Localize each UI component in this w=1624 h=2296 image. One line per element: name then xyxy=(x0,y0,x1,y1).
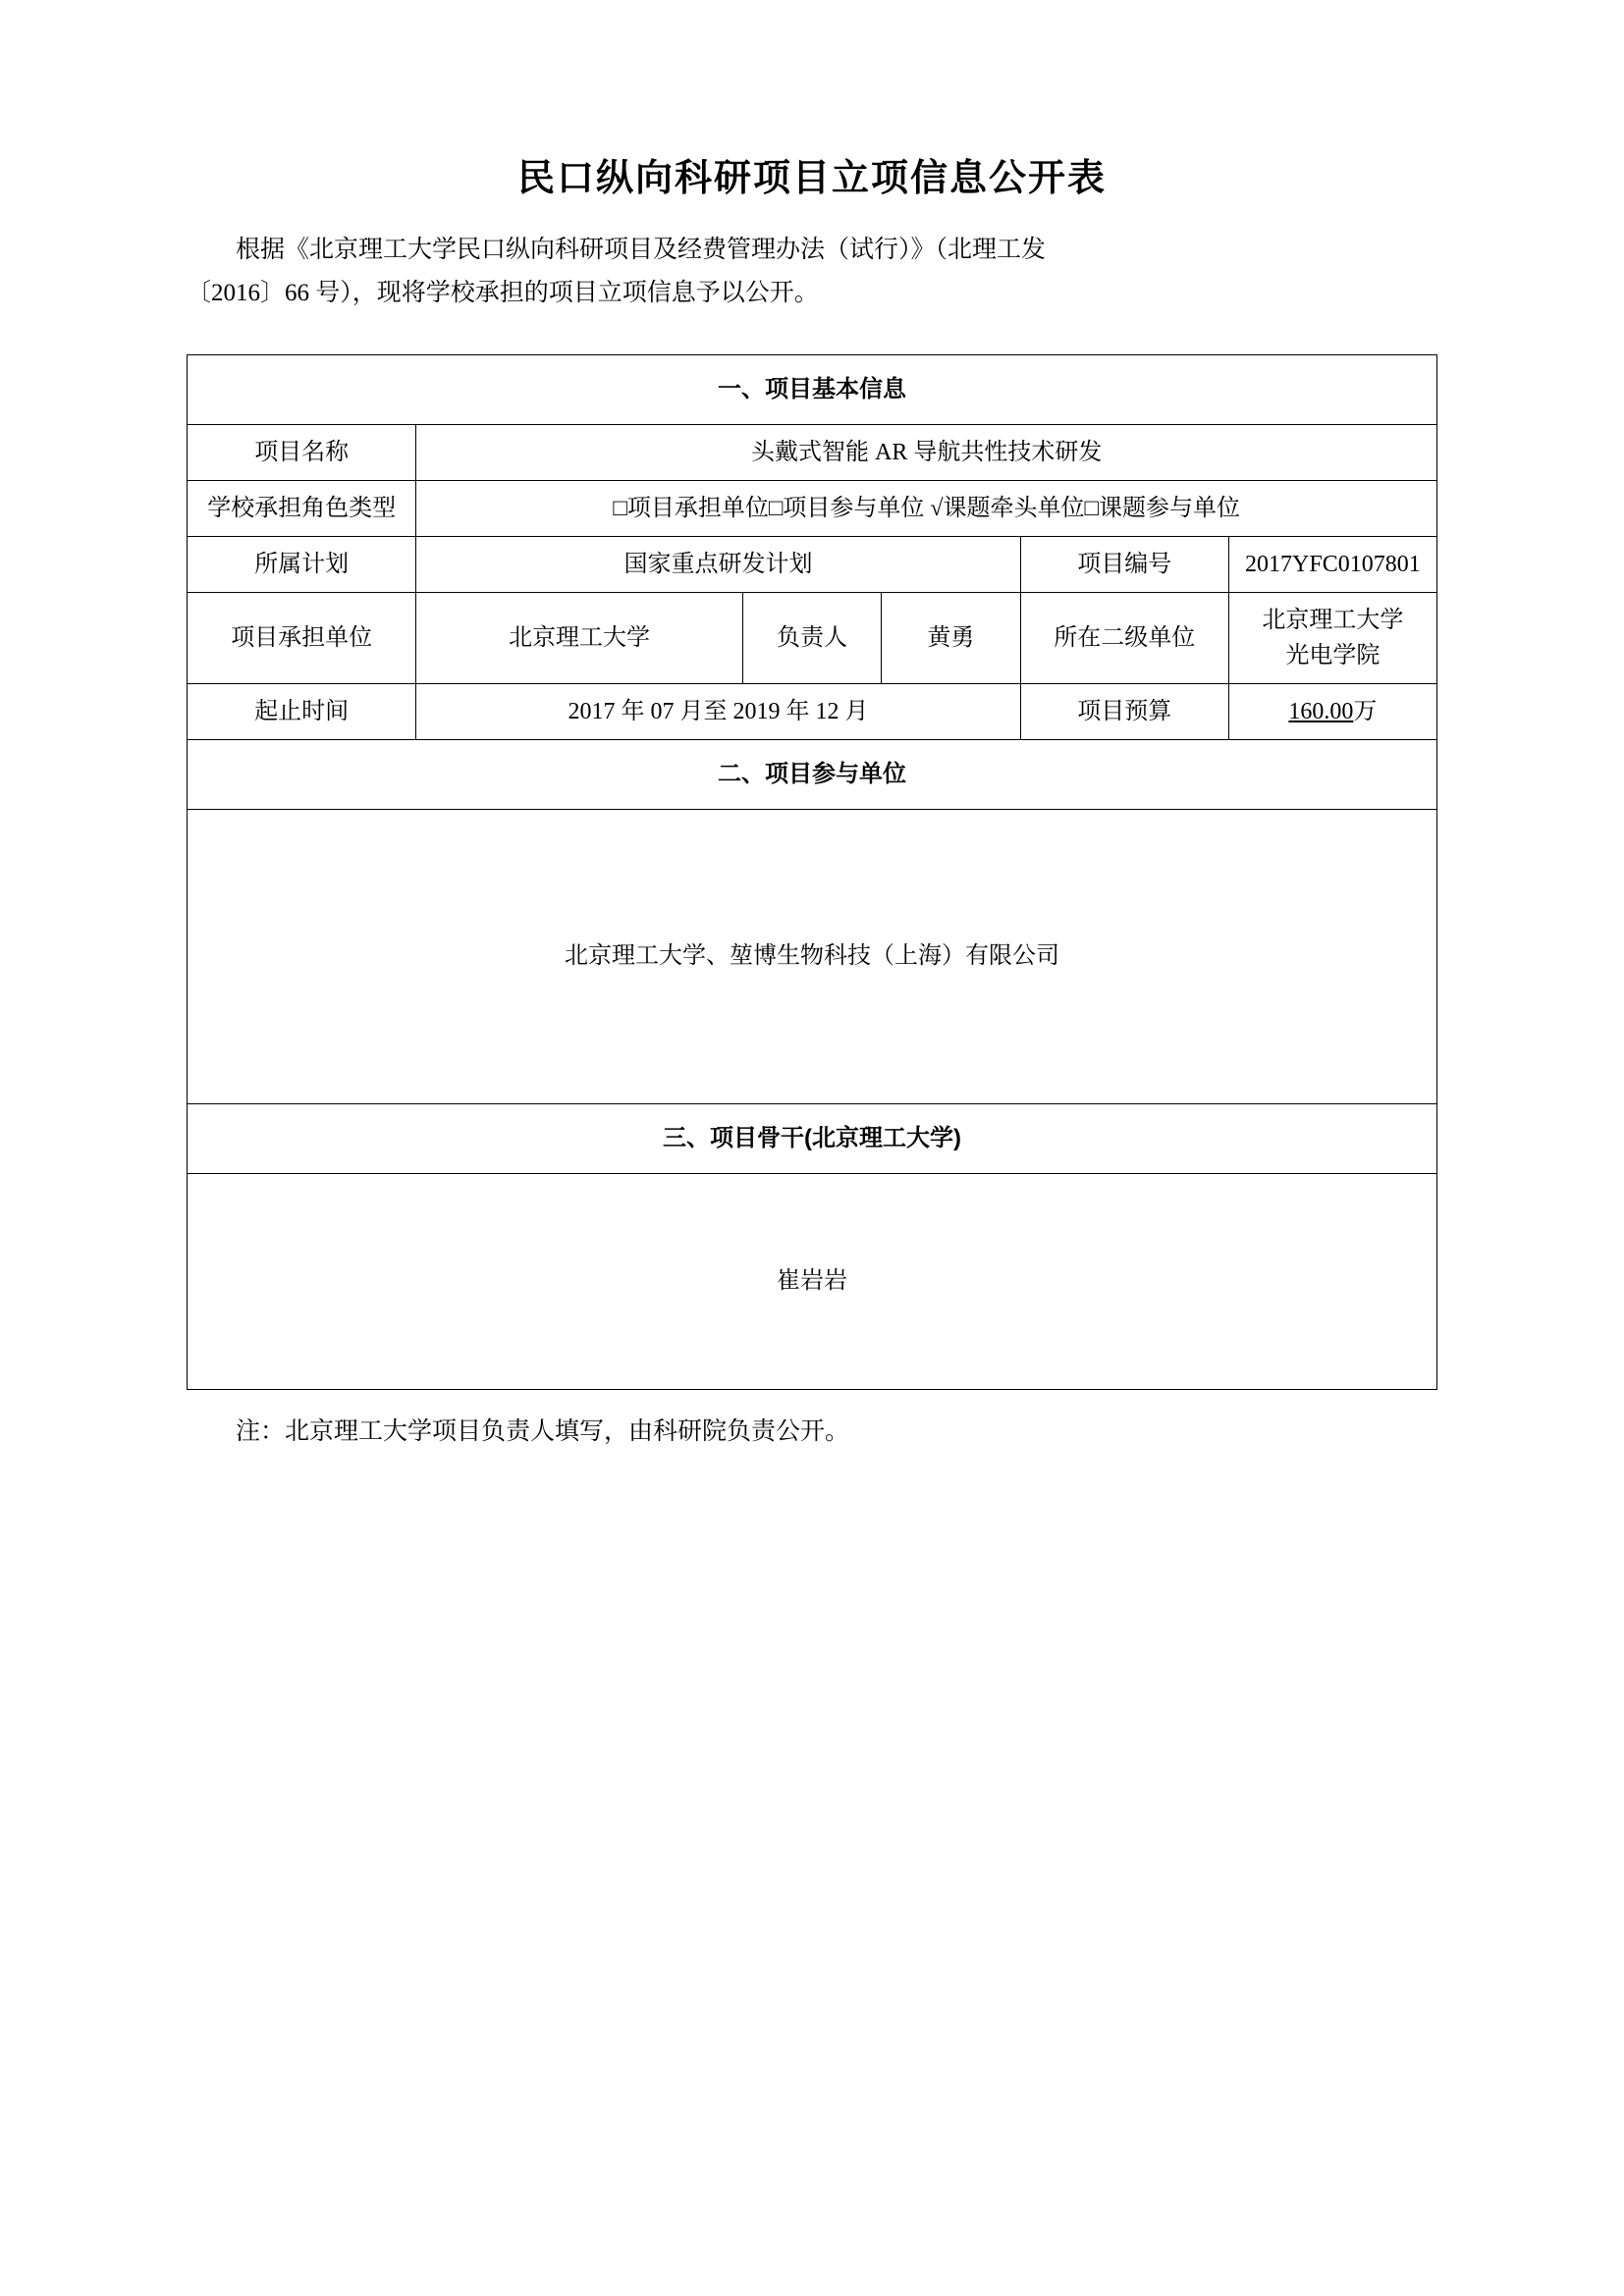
table-row xyxy=(188,480,1437,536)
value-leader: 黄勇 xyxy=(882,592,1020,683)
section-3-heading: 三、项目骨干(北京理工大学) xyxy=(188,1103,1437,1173)
intro-paragraph xyxy=(187,229,1437,315)
table-row xyxy=(188,809,1437,1103)
project-info-table xyxy=(187,354,1437,1390)
label-leader: 负责人 xyxy=(742,592,881,683)
label-period: 起止时间 xyxy=(188,683,416,739)
section-1-heading: 一、项目基本信息 xyxy=(188,354,1437,424)
intro-line-1: 根据《北京理工大学民口纵向科研项目及经费管理办法（试行）》（北理工发 xyxy=(236,237,1047,263)
label-secondary-unit: 所在二级单位 xyxy=(1020,592,1228,683)
table-row xyxy=(188,592,1437,683)
value-period: 2017 年 07 月至 2019 年 12 月 xyxy=(416,683,1020,739)
label-project-code: 项目编号 xyxy=(1020,536,1228,592)
table-row xyxy=(188,354,1437,424)
value-project-code: 2017YFC0107801 xyxy=(1228,536,1436,592)
value-secondary-unit xyxy=(1228,592,1436,683)
table-row xyxy=(188,1173,1437,1389)
label-project-name: 项目名称 xyxy=(188,424,416,480)
page-title: 民口纵向科研项目立项信息公开表 xyxy=(516,158,1107,199)
value-project-name: 头戴式智能 AR 导航共性技术研发 xyxy=(416,424,1437,480)
value-role-type: □项目承担单位□项目参与单位 √课题牵头单位□课题参与单位 xyxy=(416,480,1437,536)
section-2-heading: 二、项目参与单位 xyxy=(188,739,1437,809)
label-budget: 项目预算 xyxy=(1020,683,1228,739)
table-row xyxy=(188,1103,1437,1173)
table-row xyxy=(188,424,1437,480)
secondary-unit-line-1: 北京理工大学 xyxy=(1262,607,1404,633)
budget-amount: 160.00 xyxy=(1288,698,1354,724)
value-plan: 国家重点研发计划 xyxy=(416,536,1020,592)
value-undertaking-unit: 北京理工大学 xyxy=(416,592,742,683)
label-undertaking-unit: 项目承担单位 xyxy=(188,592,416,683)
intro-line-2: 〔2016〕66 号），现将学校承担的项目立项信息予以公开。 xyxy=(187,279,819,306)
budget-unit: 万 xyxy=(1353,698,1378,724)
section-3-content: 崔岩岩 xyxy=(188,1173,1437,1389)
table-row xyxy=(188,683,1437,739)
footer-note: 注：北京理工大学项目负责人填写，由科研院负责公开。 xyxy=(236,1417,850,1445)
section-2-content: 北京理工大学、堃博生物科技（上海）有限公司 xyxy=(188,809,1437,1103)
table-row xyxy=(188,536,1437,592)
label-role-type: 学校承担角色类型 xyxy=(188,480,416,536)
table-row xyxy=(188,739,1437,809)
value-budget xyxy=(1228,683,1436,739)
label-plan: 所属计划 xyxy=(188,536,416,592)
secondary-unit-line-2: 光电学院 xyxy=(1285,642,1380,668)
